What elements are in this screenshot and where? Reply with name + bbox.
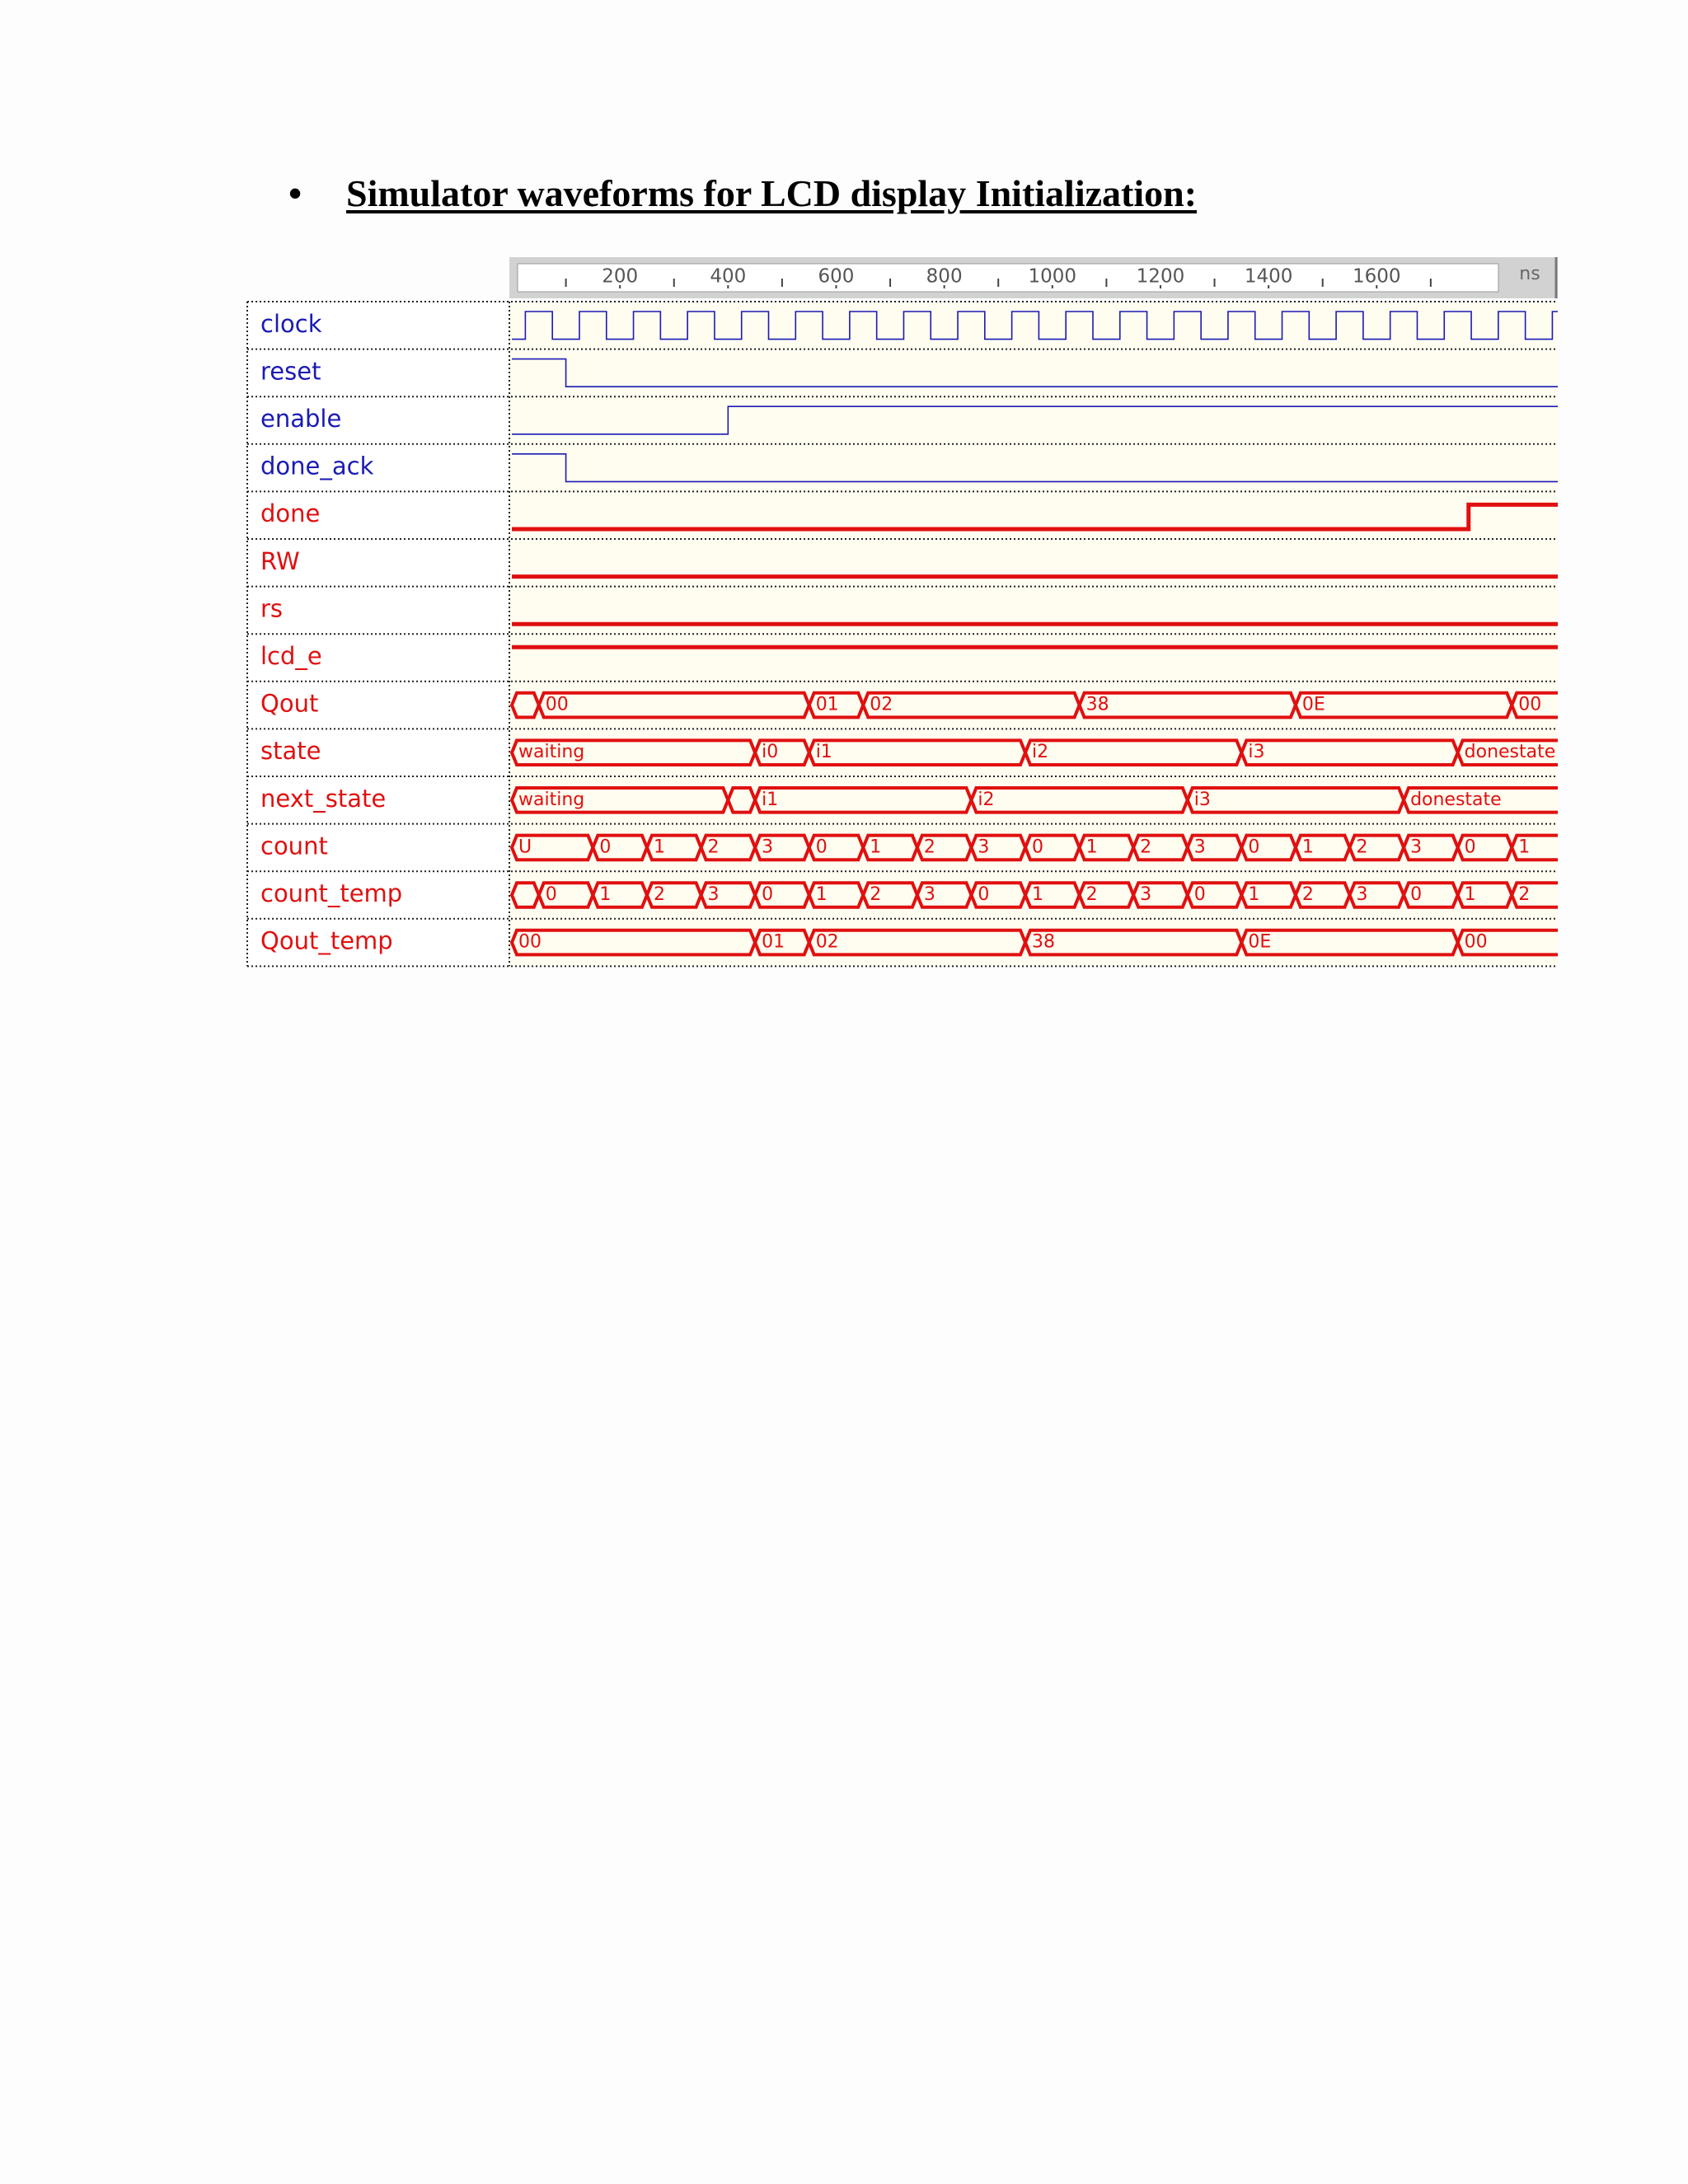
waveform-state-value: i3 <box>1248 742 1265 763</box>
ruler-tick-label: 800 <box>926 265 963 288</box>
ruler-tick-label: 1200 <box>1136 265 1185 288</box>
waveform-state-value: donestate <box>1464 742 1556 763</box>
signal-name-qout-temp: Qout_temp <box>260 926 393 955</box>
signal-name-done-ack: done_ack <box>260 452 374 480</box>
waveform-count-value: 1 <box>653 837 665 858</box>
waveform-next-state-value: waiting <box>518 789 585 810</box>
signal-name-rs: rs <box>260 594 284 623</box>
waveform-qout-value: 00 <box>545 694 569 715</box>
waveform-count-value: 3 <box>1410 837 1423 858</box>
ruler-tick-label: 400 <box>710 265 747 288</box>
heading-text: Simulator waveforms for LCD display Initialization: <box>346 172 1198 214</box>
signal-name-clock: clock <box>260 309 322 338</box>
signal-name-count-temp: count_temp <box>260 879 403 907</box>
waveform-state-value: i0 <box>762 742 779 763</box>
signal-name-next-state: next_state <box>260 784 387 813</box>
waveform-count-temp-value: 2 <box>1518 884 1531 905</box>
ruler-tick-label: 1000 <box>1028 265 1077 288</box>
bullet: • <box>288 172 302 214</box>
waveform-next-state-value: i2 <box>978 789 995 810</box>
waveform-count-temp-value: 2 <box>653 884 665 905</box>
waveform-count-value: 3 <box>1193 837 1206 858</box>
waveform-count-value: 2 <box>923 837 935 858</box>
ruler-unit: ns <box>1519 264 1540 284</box>
right-margin <box>1558 254 1688 972</box>
ruler-scale-area <box>518 264 1498 292</box>
waveform-count-temp-value: 2 <box>870 884 882 905</box>
waveform-qout-value: 0E <box>1301 694 1325 715</box>
waveform-qout-temp-value: 00 <box>518 931 542 953</box>
waveform-count-temp-value: 0 <box>545 884 557 905</box>
signal-name-done: done <box>260 499 321 528</box>
ruler-tick-label: 1400 <box>1244 265 1293 288</box>
signal-name-reset: reset <box>260 357 321 386</box>
waveform-count-value: 1 <box>1301 837 1314 858</box>
waveform-state-value: i1 <box>815 742 832 763</box>
signal-name-lcd-e: lcd_e <box>260 642 322 670</box>
waveform-count-value: 2 <box>1356 837 1368 858</box>
waveform-qout-temp-value: 01 <box>762 931 785 953</box>
waveform-state-value: waiting <box>518 742 585 763</box>
waveform-count-value: 0 <box>1032 837 1044 858</box>
waveform-count-value: 0 <box>815 837 828 858</box>
waveform-count-temp-value: 1 <box>1032 884 1044 905</box>
waveform-count-value: 0 <box>599 837 612 858</box>
waveform-count-temp-value: 1 <box>1464 884 1476 905</box>
waveform-qout-temp-value: 0E <box>1248 931 1272 953</box>
waveform-qout-temp-value: 38 <box>1032 931 1056 953</box>
waveform-count-temp-value: 0 <box>1193 884 1206 905</box>
waveform-plot-area <box>509 302 1558 966</box>
waveform-count-value: 1 <box>1518 837 1531 858</box>
waveform-count-temp-value: 2 <box>1085 884 1098 905</box>
waveform-count-temp-value: 1 <box>1248 884 1260 905</box>
signal-name-state: state <box>260 737 321 766</box>
waveform-qout-temp-value: 00 <box>1464 931 1488 953</box>
waveform-count-value: 1 <box>1085 837 1098 858</box>
signal-name-enable: enable <box>260 405 342 433</box>
waveform-count-temp-value: 3 <box>707 884 720 905</box>
waveform-state-value: i2 <box>1032 742 1049 763</box>
waveform-count-value: U <box>518 837 532 858</box>
signal-name-rw: RW <box>260 546 300 575</box>
waveform-count-value: 0 <box>1248 837 1260 858</box>
waveform-qout-value: 00 <box>1518 694 1542 715</box>
waveform-count-value: 2 <box>1140 837 1152 858</box>
signal-name-qout: Qout <box>260 689 319 718</box>
waveform-count-value: 1 <box>870 837 882 858</box>
waveform-qout-temp-value: 02 <box>815 931 839 953</box>
waveform-count-temp-value: 1 <box>599 884 612 905</box>
waveform-count-temp-value: 0 <box>978 884 990 905</box>
waveform-count-temp-value: 1 <box>815 884 828 905</box>
signal-name-count: count <box>260 832 328 860</box>
waveform-count-value: 0 <box>1464 837 1476 858</box>
waveform-next-state-value: donestate <box>1410 789 1502 810</box>
ruler-tick-label: 600 <box>818 265 855 288</box>
ruler-tick-label: 1600 <box>1353 265 1401 288</box>
waveform-qout-value: 38 <box>1085 694 1109 715</box>
waveform-qout-value: 01 <box>815 694 839 715</box>
waveform-next-state-value: i1 <box>762 789 779 810</box>
waveform-count-temp-value: 0 <box>762 884 774 905</box>
waveform-count-temp-value: 3 <box>1140 884 1152 905</box>
waveform-count-value: 3 <box>762 837 774 858</box>
waveform-count-value: 2 <box>707 837 720 858</box>
waveform-count-temp-value: 0 <box>1410 884 1423 905</box>
ruler-tick-label: 200 <box>602 265 639 288</box>
waveform-count-temp-value: 3 <box>1356 884 1368 905</box>
waveform-next-state-value: i3 <box>1193 789 1211 810</box>
waveform-count-value: 3 <box>978 837 990 858</box>
waveform-count-temp-value: 2 <box>1301 884 1314 905</box>
waveform-qout-value: 02 <box>870 694 893 715</box>
waveform-count-temp-value: 3 <box>923 884 935 905</box>
